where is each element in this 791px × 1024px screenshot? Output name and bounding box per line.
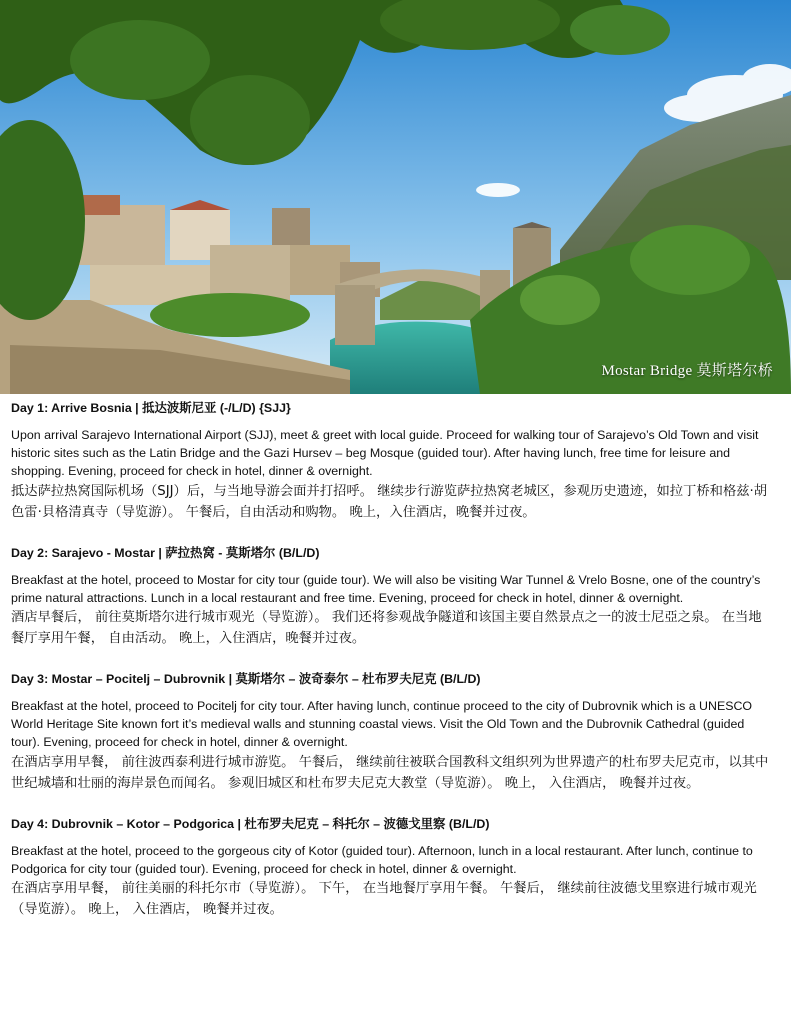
day-description-english: Upon arrival Sarajevo International Airport (SJJ), meet & greet with local guide. Proceed for walking tour of Sarajevo’s Old Town and visit historic sites such as the Latin Bridge and the Gazi Hursev – beg Mosque (guided tour). After having lunch, free time for leisure and shopping. Evening, proceed for check in hotel, dinner & overnight. — [11, 428, 759, 479]
day-4-section — [11, 815, 771, 920]
day-3-section — [11, 670, 771, 794]
day-description-english: Breakfast at the hotel, proceed to Mostar for city tour (guide tour). We will also be visiting War Tunnel & Vrelo Bosne, one of the country’s prime natural attractions. Lunch in a local restaurant and free time. Evening, proceed for check in hotel, dinner & overnight. — [11, 572, 761, 605]
hero-photo — [0, 0, 791, 394]
day-title: Day 4: Dubrovnik – Kotor – Podgorica | 杜布罗夫尼克 – 科托尔 – 波德戈里察 (B/L/D) — [11, 816, 490, 831]
day-description-chinese: 在酒店享用早餐， 前往美丽的科托尔市（导览游）。 下午， 在当地餐厅享用午餐。 午餐后， 继续前往波德戈里察进行城市观光（导览游）。 晚上， 入住酒店， 晚餐并过夜。 — [11, 881, 757, 918]
day-title: Day 1: Arrive Bosnia | 抵达波斯尼亚 (-/L/D) {SJJ} — [11, 401, 291, 415]
photo-caption: Mostar Bridge 莫斯塔尔桥 — [601, 363, 773, 379]
itinerary — [11, 399, 771, 941]
day-description-english: Breakfast at the hotel, proceed to the gorgeous city of Kotor (guided tour). Afternoon, lunch in a local restaurant. After lunch, continue to Podgorica for city tour (guided tour). Evening, proceed for check in hotel, dinner & overnight. — [11, 843, 753, 876]
day-description-chinese: 抵达萨拉热窝国际机场（SJJ）后，与当地导游会面并打招呼。 继续步行游览萨拉热窝老城区，参观历史遗迹，如拉丁桥和格兹·胡色雷·貝格清真寺（导览游）。 午餐后，自由活动和购物。 晚上，入住酒店，晚餐并过夜。 — [11, 483, 768, 520]
day-description-chinese: 酒店早餐后， 前往莫斯塔尔进行城市观光（导览游）。 我们还将参观战争隧道和该国主要自然景点之一的波士尼亞之泉。 在当地餐厅享用午餐， 自由活动。 晚上，入住酒店，晚餐并过夜。 — [11, 610, 762, 647]
day-description-english: Breakfast at the hotel, proceed to Pocitelj for city tour. After having lunch, continue proceed to the city of Dubrovnik which is a UNESCO World Heritage Site known fort it’s medieval walls and stunning coastal views. Visit the Old Town and the Dubrovnik Cathedral (guided tour). Evening, proceed for check in hotel, dinner & overnight. — [11, 699, 753, 750]
mostar-bridge-illustration — [0, 0, 791, 394]
day-description-chinese: 在酒店享用早餐， 前往波西泰利进行城市游览。 午餐后， 继续前往被联合国教科文组织列为世界遗产的杜布罗夫尼克市，以其中世纪城墙和壮丽的海岸景色而闻名。 参观旧城区和杜布罗夫尼克大教堂（导览游）。 晚上， 入住酒店， 晚餐并过夜。 — [11, 754, 769, 791]
day-title: Day 3: Mostar – Pocitelj – Dubrovnik | 莫斯塔尔 – 波奇泰尔 – 杜布罗夫尼克 (B/L/D) — [11, 672, 481, 687]
day-1-section — [11, 399, 771, 523]
day-2-section — [11, 544, 771, 649]
day-title: Day 2: Sarajevo - Mostar | 萨拉热窝 - 莫斯塔尔 (B/L/D) — [11, 545, 320, 560]
